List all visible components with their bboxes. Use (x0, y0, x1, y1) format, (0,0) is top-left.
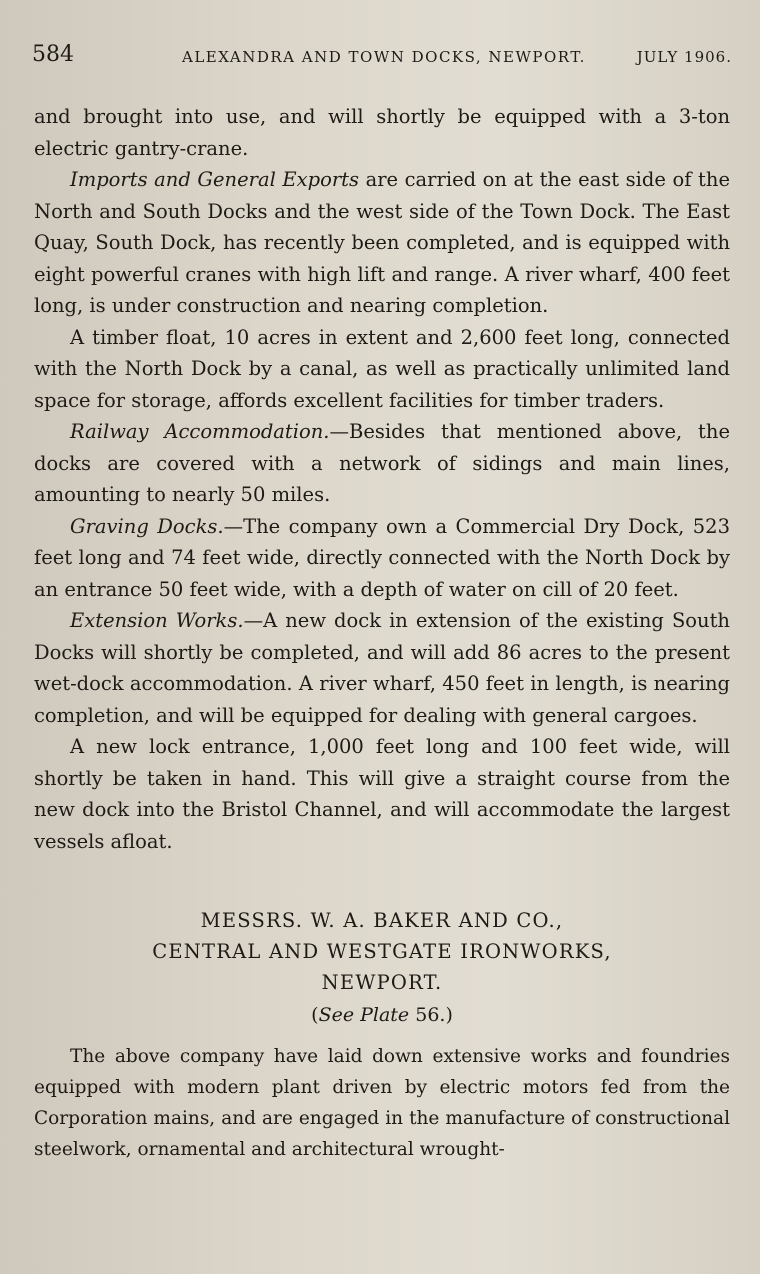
plate-open: ( (311, 1004, 319, 1026)
extension-text: —A new dock in extension of the existing South Docks will shortly be completed, and will add 86 acres to the present wet-dock accommodation. A river wharf, 450 feet in length, is nearing completion, and will be equipped for dealing with general cargoes. (34, 609, 730, 727)
plate-italic: See Plate (318, 1004, 410, 1026)
paragraph-lock: A new lock entrance, 1,000 feet long and 100 feet wide, will shortly be taken in hand. This will give a straight course from the new dock into the Bristol Channel, and will accommodate the largest vessels afloat. (34, 735, 730, 853)
section-heading (34, 905, 730, 998)
railway-lead: Railway Accommodation. (70, 420, 330, 443)
graving-lead: Graving Docks. (70, 514, 224, 538)
paragraph-continued: and brought into use, and will shortly be equipped with a 3-ton electric gantry-crane. (34, 105, 730, 160)
page-body (34, 101, 730, 1165)
extension-lead: Extension Works. (70, 609, 244, 632)
paragraph-railway (34, 416, 730, 511)
page-number: 584 (32, 42, 74, 67)
heading-line-1: MESSRS. W. A. BAKER AND CO., (200, 909, 564, 932)
paragraph-extension (34, 605, 730, 731)
running-title: ALEXANDRA AND TOWN DOCKS, NEWPORT. (182, 48, 586, 66)
railway-text: —Besides that mentioned above, the docks are covered with a network of sidings and main lines, amounting to nearly 50 miles. (34, 420, 730, 506)
plate-reference (34, 1000, 730, 1031)
heading-line-2: CENTRAL AND WESTGATE IRONWORKS, (152, 940, 612, 963)
paragraph-timber: A timber float, 10 acres in extent and 2,600 feet long, connected with the North Dock by a canal, as well as practically unlimited land space for storage, affords excellent facilities for timber traders. (34, 325, 730, 412)
imports-lead: Imports and General Exports (70, 168, 359, 191)
paragraph-baker: The above company have laid down extensive works and foundries equipped with modern plant driven by electric motors fed from the Corporation mains, and are engaged in the manufacture of constructional steelwork, ornamental and architectural wrought- (34, 1046, 730, 1160)
heading-line-3: NEWPORT. (321, 971, 443, 994)
graving-text: —The company own a Commercial Dry Dock, 523 feet long and 74 feet wide, directly connected with the North Dock by an entrance 50 feet wide, with a depth of water on cill of 20 feet. (34, 514, 730, 601)
header-date: JULY 1906. (636, 48, 732, 66)
paragraph-imports (34, 164, 730, 322)
plate-rest: 56.) (409, 1004, 453, 1026)
page-header (32, 40, 732, 80)
paragraph-graving (34, 511, 730, 606)
imports-text: are carried on at the east side of the North and South Docks and the west side of the Town Dock. The East Quay, South Dock, has recently been completed, and is equipped with eight powerful cranes with high lift and range. A river wharf, 400 feet long, is under construction and nearing completion. (34, 168, 730, 317)
